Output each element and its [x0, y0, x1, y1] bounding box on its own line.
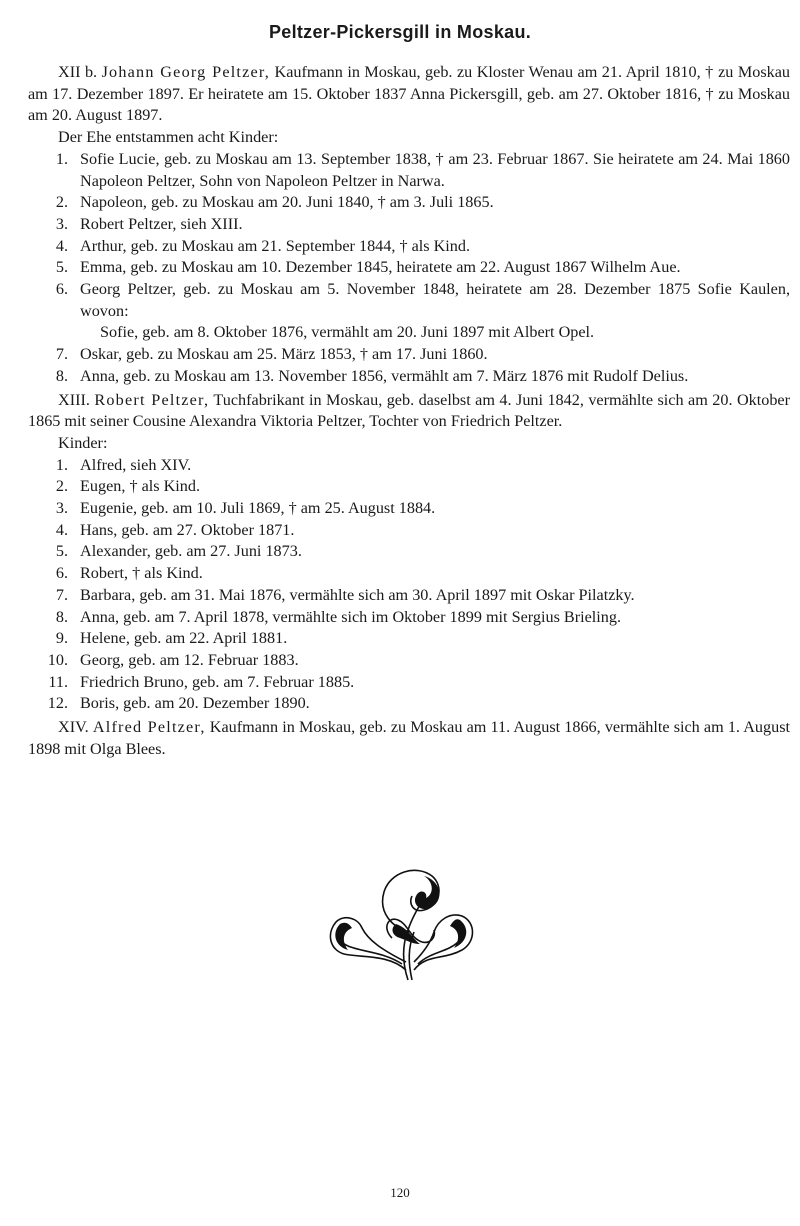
list-item-text: Friedrich Bruno, geb. am 7. Februar 1885.	[80, 672, 355, 691]
section-xiv-text: Kaufmann in Moskau, geb. zu Moskau am 11. August 1866, vermählte sich am 1. August 1898 mit Olga Blees.	[28, 718, 790, 758]
list-item	[28, 192, 790, 214]
ornament-right-blot	[450, 919, 466, 948]
list-item	[28, 520, 790, 542]
list-item	[28, 476, 790, 498]
list-item-text: Arthur, geb. zu Moskau am 21. September 1844, † als Kind.	[80, 236, 471, 255]
list-item-number: 1.	[55, 455, 68, 474]
list-item	[28, 585, 790, 607]
list-item-number: 2.	[55, 193, 68, 212]
section-xiib-children-intro: Der Ehe entstammen acht Kinder:	[58, 128, 279, 147]
list-item-number: 10.	[47, 650, 68, 669]
list-item-number: 2.	[55, 477, 68, 496]
section-xiib-paragraph	[28, 62, 790, 127]
list-item	[28, 366, 790, 388]
list-item-number: 1.	[55, 149, 68, 168]
section-xiii-heading: XIII.	[58, 390, 90, 409]
list-item	[28, 279, 790, 322]
list-item-number: 9.	[55, 629, 68, 648]
section-xiv-name: Alfred Peltzer,	[92, 718, 206, 737]
list-item	[28, 693, 790, 715]
list-item-number: 7.	[55, 345, 68, 364]
ornament-left-leaf-inner	[339, 926, 402, 964]
section-xiv-heading: XIV.	[58, 718, 89, 737]
list-item-number: 6.	[55, 280, 68, 299]
list-item-text: Emma, geb. zu Moskau am 10. Dezember 1845, heiratete am 22. August 1867 Wilhelm Aue.	[80, 258, 681, 277]
list-item	[28, 607, 790, 629]
document-body	[28, 62, 790, 761]
list-item-text: Alfred, sieh XIV.	[80, 455, 192, 474]
list-item	[28, 455, 790, 477]
section-xiii-text: Tuchfabrikant in Moskau, geb. daselbst am 4. Juni 1842, vermählte sich am 20. Oktober 1865 mit seiner Cousine Alexandra Viktoria Peltzer, Tochter von Friedrich Peltzer.	[28, 390, 791, 431]
list-item	[28, 214, 790, 236]
section-xiib-children-list	[28, 149, 790, 323]
list-item-number: 3.	[55, 499, 68, 518]
list-item-text: Boris, geb. am 20. Dezember 1890.	[80, 694, 310, 713]
list-item	[28, 672, 790, 694]
art-nouveau-ornament	[322, 858, 478, 982]
list-item	[28, 236, 790, 258]
list-item-number: 12.	[47, 694, 68, 713]
section-xiii-paragraph	[28, 390, 790, 433]
section-xiv-paragraph	[28, 717, 790, 760]
list-item-text: Alexander, geb. am 27. Juni 1873.	[80, 542, 302, 561]
section-xiii-children-intro: Kinder:	[58, 433, 108, 452]
list-item-number: 5.	[55, 542, 68, 561]
section-xiib-text: Kaufmann in Moskau, geb. zu Kloster Wenau am 21. April 1810, † zu Moskau am 17. Dezember 1897. Er heiratete am 15. Oktober 1837 Anna Pickersgill, geb. am 27. Oktober 1816, † zu Moskau am 20. August 1897.	[28, 63, 790, 125]
list-item-number: 8.	[55, 607, 68, 626]
section-xiib-name: Johann Georg Peltzer,	[101, 63, 271, 81]
section-xiib-children-list-cont	[28, 344, 790, 387]
list-item	[28, 257, 790, 279]
list-item-text: Eugenie, geb. am 10. Juli 1869, † am 25. August 1884.	[80, 499, 436, 518]
list-item-number: 7.	[55, 585, 68, 604]
list-item-text: Robert, † als Kind.	[80, 564, 203, 583]
list-item-number: 8.	[55, 366, 68, 385]
list-item-text: Napoleon, geb. zu Moskau am 20. Juni 1840, † am 3. Juli 1865.	[80, 193, 494, 212]
list-item-text: Eugen, † als Kind.	[80, 477, 201, 496]
list-item-text: Sofie Lucie, geb. zu Moskau am 13. September 1838, † am 23. Februar 1867. Sie heiratete am 24. Mai 1860 Napoleon Peltzer, Sohn von Napoleon Peltzer in Narwa.	[80, 149, 790, 190]
list-item-text: Helene, geb. am 22. April 1881.	[80, 629, 288, 648]
list-item-number: 4.	[55, 520, 68, 539]
list-item-text: Georg Peltzer, geb. zu Moskau am 5. November 1848, heiratete am 28. Dezember 1875 Sofie Kaulen, wovon:	[80, 280, 790, 320]
list-item-text: Barbara, geb. am 31. Mai 1876, vermählte sich am 30. April 1897 mit Oskar Pilatzky.	[80, 585, 635, 604]
list-item-number: 6.	[55, 564, 68, 583]
list-item-text: Georg, geb. am 12. Februar 1883.	[80, 650, 299, 669]
section-xiii-children-list	[28, 455, 790, 715]
section-xiii-name: Robert Peltzer,	[94, 390, 210, 409]
list-item	[28, 541, 790, 563]
list-item-text: Anna, geb. am 7. April 1878, vermählte sich im Oktober 1899 mit Sergius Brieling.	[80, 607, 622, 626]
list-item-number: 5.	[55, 258, 68, 277]
page-number: 120	[390, 1185, 410, 1200]
list-item	[28, 628, 790, 650]
list-item	[28, 498, 790, 520]
list-item-text: Robert Peltzer, sieh XIII.	[80, 214, 243, 233]
page-title: Peltzer-Pickersgill in Moskau.	[268, 22, 532, 42]
list-item	[28, 149, 790, 192]
grandchild-line: Sofie, geb. am 8. Oktober 1876, vermählt am 20. Juni 1897 mit Albert Opel.	[100, 323, 595, 342]
list-item-number: 3.	[55, 214, 68, 233]
list-item	[28, 563, 790, 585]
list-item	[28, 650, 790, 672]
list-item-text: Oskar, geb. zu Moskau am 25. März 1853, † am 17. Juni 1860.	[80, 345, 488, 364]
list-item-text: Hans, geb. am 27. Oktober 1871.	[80, 520, 295, 539]
list-item-number: 4.	[55, 236, 68, 255]
list-item	[28, 344, 790, 366]
section-xiib-heading: XII b.	[58, 63, 98, 81]
list-item-text: Anna, geb. zu Moskau am 13. November 1856, vermählt am 7. März 1876 mit Rudolf Delius.	[80, 366, 689, 385]
list-item-number: 11.	[48, 672, 68, 691]
